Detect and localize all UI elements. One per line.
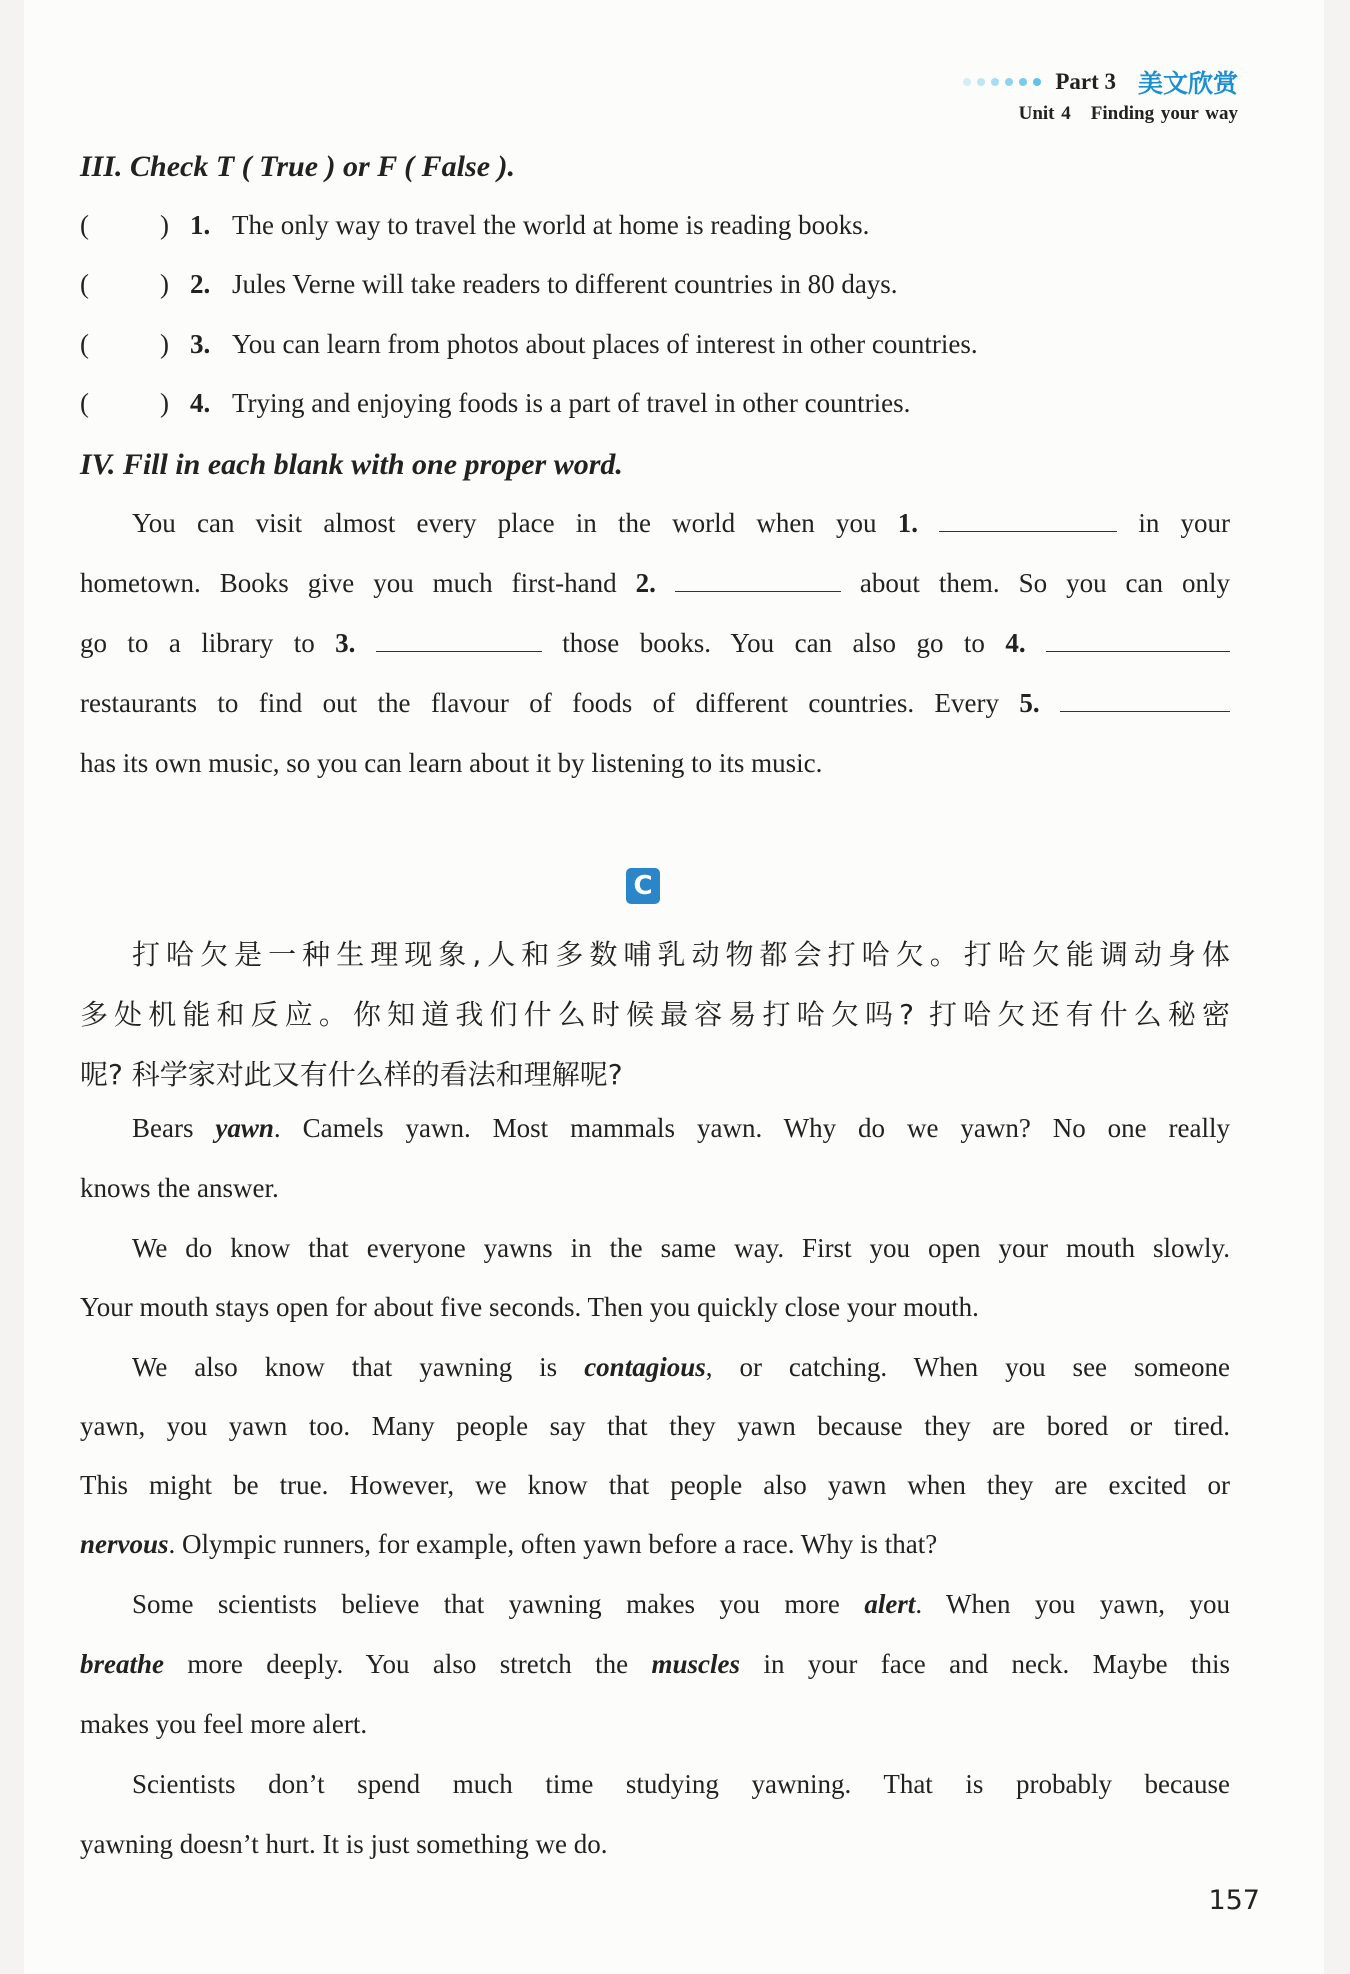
para-4-line-1	[80, 1589, 1230, 1620]
header-part	[963, 64, 1238, 100]
blank-number: 1.	[897, 508, 918, 538]
part-title-cn: 美文欣赏	[1137, 69, 1238, 98]
blank-number: 4.	[1005, 628, 1026, 658]
page-number: 157	[1208, 1885, 1260, 1916]
text: . Camels yawn. Most mammals yawn. Why do we yawn? No one really	[273, 1113, 1231, 1143]
blank-number: 2.	[635, 568, 656, 598]
text: more deeply. You also stretch the	[187, 1649, 629, 1679]
blank-5[interactable]	[1060, 689, 1230, 712]
blank-2[interactable]	[675, 569, 841, 592]
text: go to a library to	[80, 628, 315, 658]
text: . When you yawn, you	[915, 1589, 1230, 1619]
keyword-breathe: breathe	[80, 1649, 164, 1679]
text: in your	[1138, 508, 1230, 538]
unit-label: Unit 4	[1018, 103, 1071, 124]
text: We also know that yawning is	[132, 1352, 558, 1382]
keyword-contagious: contagious	[584, 1352, 706, 1382]
para-4-line-2	[80, 1649, 1230, 1680]
blank-4[interactable]	[1046, 629, 1230, 652]
item-number: 4.	[190, 388, 211, 418]
dots-decoration-icon	[963, 78, 1041, 86]
answer-bracket-open[interactable]: (	[80, 210, 89, 240]
fill-line-3	[80, 628, 1230, 659]
blank-3[interactable]	[376, 629, 542, 652]
fill-line-1	[80, 508, 1230, 539]
part-label: Part 3	[1055, 69, 1116, 94]
fill-line-4	[80, 688, 1230, 719]
cn-intro-line-1: 打哈欠是一种生理现象,人和多数哺乳动物都会打哈欠。打哈欠能调动身体	[132, 938, 1230, 971]
unit-title: Finding your way	[1090, 103, 1238, 124]
text: Bears	[132, 1113, 194, 1143]
para-2-line-2: Your mouth stays open for about five seconds. Then you quickly close your mouth.	[80, 1292, 979, 1322]
blank-number: 3.	[335, 628, 356, 658]
keyword-nervous: nervous	[80, 1529, 169, 1559]
section-4-title: IV. Fill in each blank with one proper word.	[80, 448, 623, 481]
text: restaurants to find out the flavour of foods of different countries. Every	[80, 688, 999, 718]
tf-item-2	[80, 269, 1230, 300]
answer-bracket-open[interactable]: (	[80, 269, 89, 299]
text: in your face and neck. Maybe this	[763, 1649, 1231, 1679]
answer-bracket-open[interactable]: (	[80, 329, 89, 359]
answer-bracket-close: )	[160, 269, 169, 299]
para-1-line-1	[80, 1113, 1230, 1144]
para-5-line-1: Scientists don’t spend much time studying yawning. That is probably because	[132, 1769, 1230, 1799]
answer-bracket-close: )	[160, 329, 169, 359]
para-3-line-2: yawn, you yawn too. Many people say that they yawn because they are bored or tired.	[80, 1411, 1230, 1441]
para-3-line-3: This might be true. However, we know that people also yawn when they are excited or	[80, 1470, 1230, 1500]
para-4-line-3: makes you feel more alert.	[80, 1709, 368, 1739]
text: those books. You can also go to	[562, 628, 985, 658]
para-2-line-1: We do know that everyone yawns in the same way. First you open your mouth slowly.	[132, 1233, 1230, 1263]
header-unit	[1019, 103, 1238, 125]
text: , or catching. When you see someone	[705, 1352, 1230, 1382]
text: . Olympic runners, for example, often yawn before a race. Why is that?	[168, 1529, 938, 1559]
tf-item-4	[80, 388, 1230, 419]
item-number: 3.	[190, 329, 211, 359]
text: Some scientists believe that yawning makes you more	[132, 1589, 840, 1619]
keyword-muscles: muscles	[651, 1649, 741, 1679]
answer-bracket-open[interactable]: (	[80, 388, 89, 418]
cn-intro-line-3: 呢? 科学家对此又有什么样的看法和理解呢?	[80, 1058, 623, 1091]
answer-bracket-close: )	[160, 388, 169, 418]
blank-1[interactable]	[939, 509, 1117, 532]
fill-line-5: has its own music, so you can learn about it by listening to its music.	[80, 748, 823, 778]
item-text: Trying and enjoying foods is a part of travel in other countries.	[232, 388, 911, 418]
para-5-line-2: yawning doesn’t hurt. It is just something we do.	[80, 1829, 608, 1859]
item-text: The only way to travel the world at home is reading books.	[232, 210, 870, 240]
para-1-line-2: knows the answer.	[80, 1173, 279, 1203]
answer-bracket-close: )	[160, 210, 169, 240]
item-text: Jules Verne will take readers to different countries in 80 days.	[232, 269, 898, 299]
blank-number: 5.	[1019, 688, 1040, 718]
section-c-badge: C	[626, 868, 660, 904]
para-3-line-4	[80, 1529, 1230, 1560]
item-number: 2.	[190, 269, 211, 299]
para-3-line-1	[80, 1352, 1230, 1383]
keyword-alert: alert	[864, 1589, 916, 1619]
keyword-yawn: yawn	[215, 1113, 274, 1143]
item-text: You can learn from photos about places of interest in other countries.	[232, 329, 978, 359]
text: hometown. Books give you much first-hand	[80, 568, 617, 598]
text: about them. So you can only	[859, 568, 1231, 598]
tf-item-3	[80, 329, 1230, 360]
tf-item-1	[80, 210, 1230, 241]
fill-line-2	[80, 568, 1230, 599]
item-number: 1.	[190, 210, 211, 240]
cn-intro-line-2: 多处机能和反应。你知道我们什么时候最容易打哈欠吗? 打哈欠还有什么秘密	[80, 998, 1230, 1031]
section-3-title: III. Check T ( True ) or F ( False ).	[80, 150, 515, 183]
text: You can visit almost every place in the world when you	[132, 508, 877, 538]
